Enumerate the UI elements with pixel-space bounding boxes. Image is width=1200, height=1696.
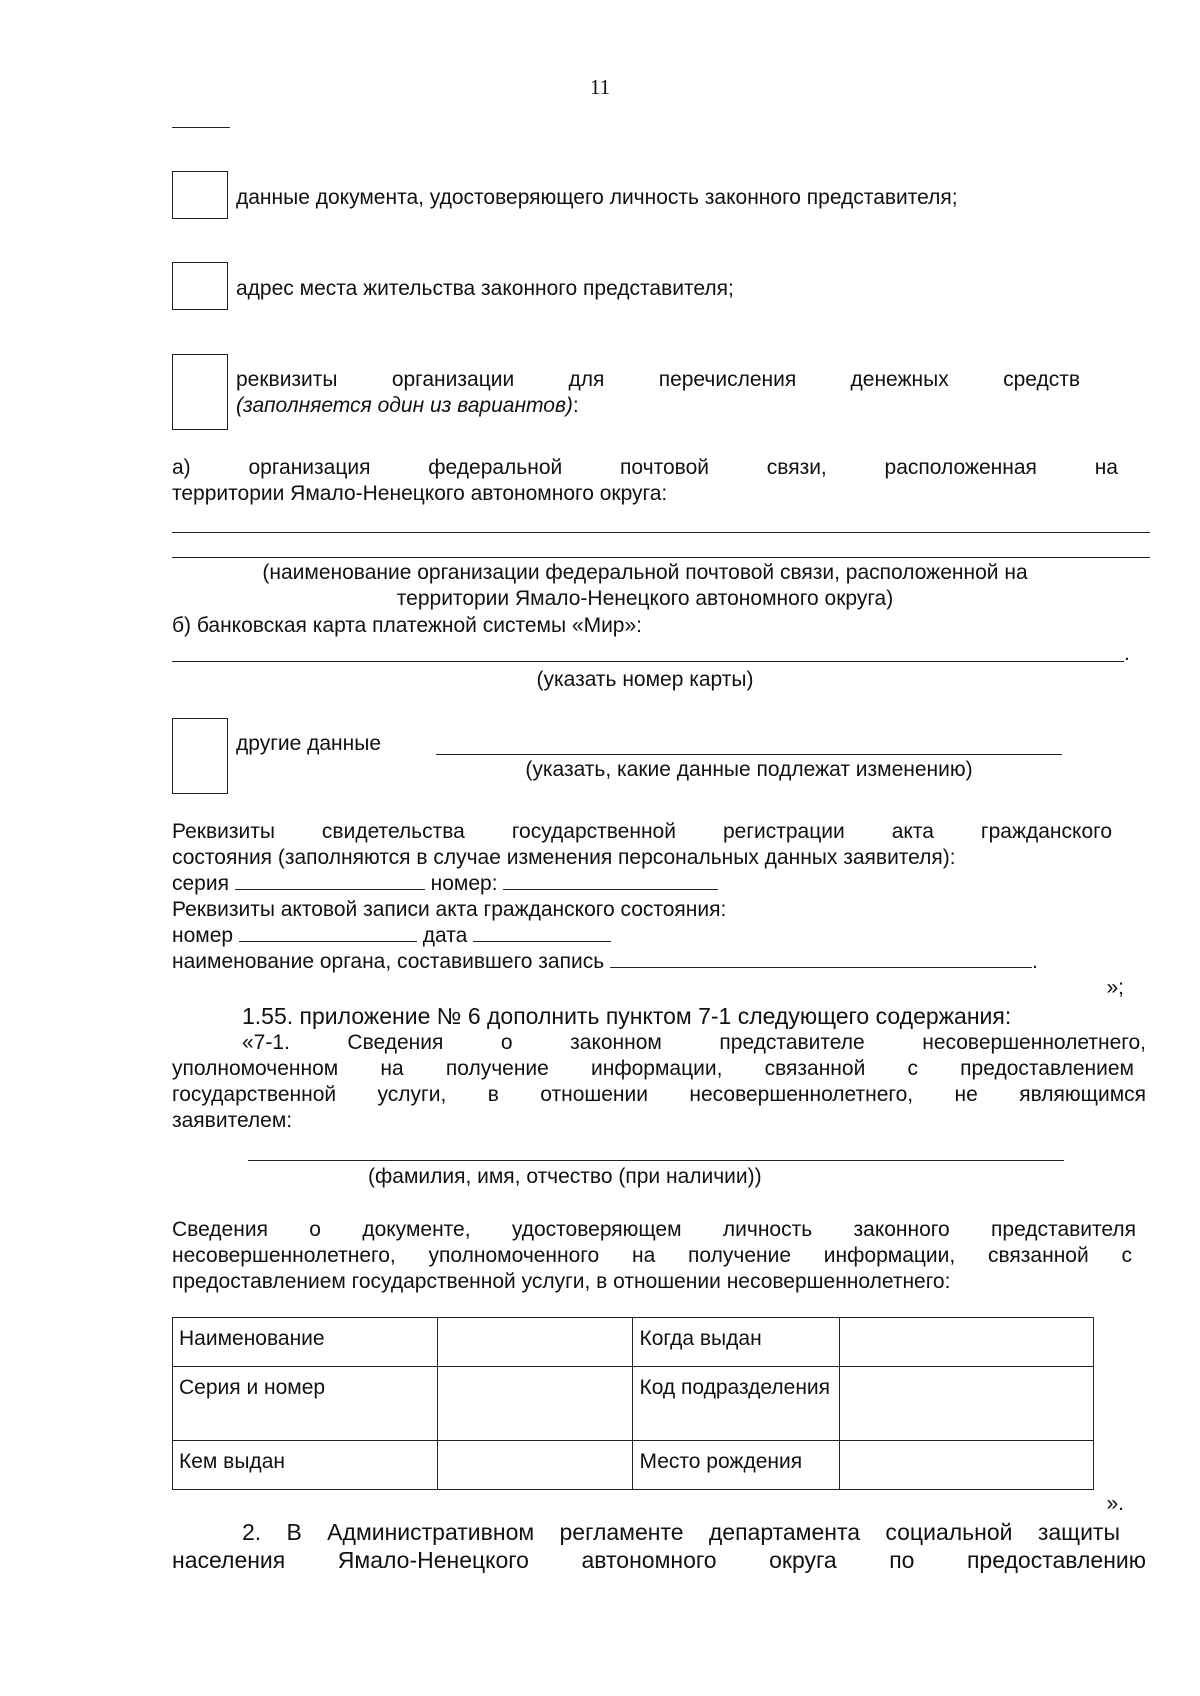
table-value-name[interactable] [437, 1318, 633, 1367]
checkbox-legal-rep-document[interactable] [172, 171, 228, 219]
item-7-1-line1: «7-1. Сведения о законном представителе несовершеннолетнего, [242, 1031, 1146, 1054]
card-number-field[interactable] [172, 661, 1124, 662]
postal-org-field-line2[interactable] [172, 557, 1150, 558]
table-row [173, 1318, 1094, 1367]
card-number-caption: (указать номер карты) [536, 668, 754, 691]
record-number-date-row [172, 923, 1118, 949]
table-value-birthplace[interactable] [840, 1441, 1094, 1490]
record-number-label: номер [172, 924, 234, 947]
table-value-division-code[interactable] [840, 1367, 1094, 1441]
fio-caption: (фамилия, имя, отчество (при наличии)) [368, 1165, 762, 1188]
checkbox-other-data[interactable] [172, 718, 228, 794]
date-field[interactable] [473, 923, 611, 942]
date-label: дата [422, 924, 468, 947]
other-data-field[interactable] [436, 754, 1062, 755]
table-row [173, 1441, 1094, 1490]
table-value-issue-date[interactable] [840, 1318, 1094, 1367]
doc-info-line1: Сведения о документе, удостоверяющем личность законного представителя [172, 1218, 1136, 1241]
record-org-row [172, 949, 1118, 975]
table-label-division-code: Код подразделения [633, 1367, 840, 1441]
fio-field[interactable] [248, 1160, 1064, 1161]
variant-note-colon: : [572, 394, 579, 417]
table-label-birthplace: Место рождения [633, 1441, 840, 1490]
other-data-label: другие данные [236, 732, 382, 755]
checkbox-legal-rep-address[interactable] [172, 262, 228, 310]
certificate-close-quote: »; [1106, 976, 1124, 999]
card-number-end-dot: . [1124, 642, 1130, 665]
record-title: Реквизиты актовой записи акта гражданского состояния: [172, 898, 727, 921]
checkbox-label-legal-rep-address: адрес места жительства законного представителя; [236, 277, 734, 300]
certificate-line1: Реквизиты свидетельства государственной регистрации акта гражданского [172, 820, 1112, 843]
postal-org-caption2: территории Ямало-Ненецкого автономного округа) [396, 587, 894, 610]
table-label-series-number: Серия и номер [173, 1367, 438, 1441]
item-7-1-line2: уполномоченном на получение информации, связанной с предоставлением [172, 1057, 1134, 1080]
item-1-55-heading: 1.55. приложение № 6 дополнить пунктом 7-1 следующего содержания: [242, 1003, 1012, 1029]
table-row [173, 1367, 1094, 1441]
doc-info-line2: несовершеннолетнего, уполномоченного на получение информации, связанной с [172, 1244, 1132, 1267]
option-a-line2: территории Ямало-Ненецкого автономного округа: [172, 482, 668, 505]
org-field[interactable] [610, 949, 1032, 968]
table-label-issued-by: Кем выдан [173, 1441, 438, 1490]
option-b-line1: б) банковская карта платежной системы «Мир»: [172, 614, 642, 637]
checkbox-payment-requisites[interactable] [172, 354, 228, 430]
series-label: серия [172, 872, 229, 895]
top-short-rule [172, 127, 230, 128]
item-2-line1: 2. В Административном регламенте департамента социальной защиты [242, 1519, 1120, 1545]
postal-org-caption1: (наименование организации федеральной почтовой связи, расположенной на [262, 561, 1028, 584]
org-label: наименование органа, составившего запись [172, 950, 605, 973]
series-field[interactable] [235, 871, 425, 890]
certificate-line2: состояния (заполняются в случае изменения персональных данных заявителя): [172, 846, 956, 869]
item-2-line2: населения Ямало-Ненецкого автономного округа по предоставлению [172, 1547, 1146, 1573]
item-7-1-line4: заявителем: [172, 1109, 293, 1132]
postal-org-field-line1[interactable] [172, 532, 1150, 533]
checkbox-label-payment-requisites-note [236, 393, 1080, 419]
table-label-issue-date: Когда выдан [633, 1318, 840, 1367]
checkbox-label-payment-requisites: реквизиты организации для перечисления денежных средств [236, 368, 1080, 391]
page-number: 11 [589, 75, 611, 99]
checkbox-label-legal-rep-document: данные документа, удостоверяющего личность законного представителя; [236, 186, 958, 209]
number-field[interactable] [503, 871, 718, 890]
option-a-line1: а) организация федеральной почтовой связи, расположенная на [172, 456, 1118, 479]
table-label-name: Наименование [173, 1318, 438, 1367]
variant-note: (заполняется один из вариантов) [236, 394, 573, 417]
record-number-field[interactable] [239, 923, 417, 942]
item-7-1-line3: государственной услуги, в отношении несовершеннолетнего, не являющимся [172, 1083, 1146, 1106]
org-end-dot: . [1031, 950, 1038, 973]
doc-info-line3: предоставлением государственной услуги, в отношении несовершеннолетнего: [172, 1270, 951, 1293]
number-label: номер: [430, 872, 498, 895]
table-close-quote: ». [1106, 1492, 1124, 1515]
table-value-series-number[interactable] [437, 1367, 633, 1441]
other-data-caption: (указать, какие данные подлежат изменению) [525, 758, 973, 781]
document-table [172, 1317, 1094, 1490]
table-value-issued-by[interactable] [437, 1441, 633, 1490]
certificate-series-number-row [172, 871, 1118, 897]
